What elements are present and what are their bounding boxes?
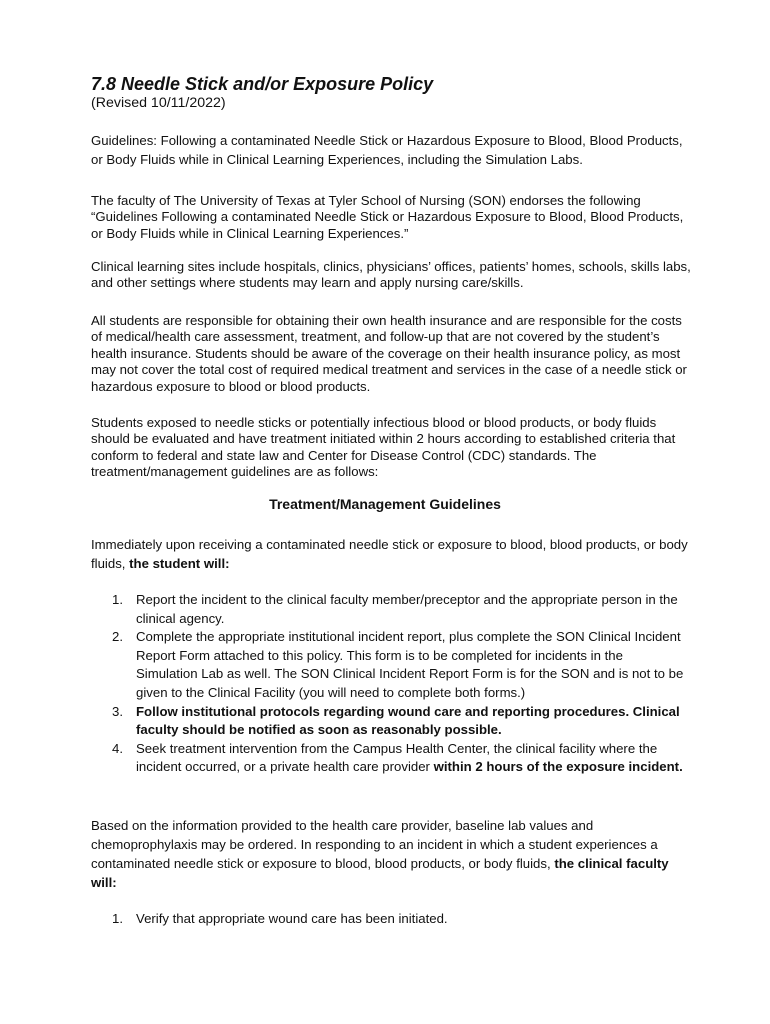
evaluation-paragraph: Students exposed to needle sticks or potentially infectious blood or blood products, or body fluids should be evaluated and have treatment initiated within 2 hours according to established criteria that conform to federal and state law and Center for Disease Control (CDC) standards. The treatment/management guidelines are as follows: — [91, 415, 676, 480]
list-item-text: Verify that appropriate wound care has been initiated. — [136, 911, 448, 926]
list-item — [91, 591, 685, 628]
list-item-text: Report the incident to the clinical faculty member/preceptor and the appropriate person in the clinical agency. — [136, 592, 678, 626]
list-item-number: 3. — [112, 703, 123, 719]
list-item — [91, 740, 685, 777]
student-intro-bold: the student will: — [129, 556, 230, 571]
endorsement-paragraph: The faculty of The University of Texas at Tyler School of Nursing (SON) endorses the following “Guidelines Following a contaminated Needle Stick or Hazardous Exposure to Blood, Blood Products, or Body Fluids while in Clinical Learning Experiences.” — [91, 193, 684, 241]
list-item — [91, 628, 685, 702]
faculty-intro-text: Based on the information provided to the health care provider, baseline lab values and chemoprophylaxis may be ordered. In responding to an incident in which a student experiences a contaminated needle stick or exposure to blood, blood products, or body fluids, — [91, 818, 658, 871]
faculty-steps-list — [91, 910, 685, 929]
list-item-number: 4. — [112, 740, 123, 756]
list-item-text: Seek treatment intervention from the Campus Health Center, the clinical facility where the incident occurred, or a private health care provider — [136, 740, 658, 775]
list-item-number: 1. — [112, 592, 123, 607]
faculty-intro-paragraph — [91, 816, 691, 892]
list-item-text: Complete the appropriate institutional incident report, plus complete the SON Clinical Incident Report Form attached to this policy. This form is to be completed for incidents in the Simulation Lab as well. The SON Clinical Incident Report Form is for the SON and is not to be given to the Clinical Facility (you will need to complete both forms.) — [136, 629, 684, 700]
list-item-bold-text: Follow institutional protocols regarding wound care and reporting procedures. Clinical faculty should be notified as soon as reasonably possible. — [136, 703, 680, 738]
list-item — [91, 910, 685, 929]
list-item-bold-text: within 2 hours of the exposure incident. — [433, 759, 683, 775]
guidelines-intro: Guidelines: Following a contaminated Needle Stick or Hazardous Exposure to Blood, Blood Products, or Body Fluids while in Clinical Learning Experiences, including the Simulation Labs. — [91, 133, 683, 167]
list-item — [91, 703, 685, 740]
student-intro-text: Immediately upon receiving a contaminated needle stick or exposure to blood, blood products, or body fluids, — [91, 537, 688, 571]
revision-date: (Revised 10/11/2022) — [91, 95, 226, 111]
student-intro-paragraph — [91, 535, 691, 573]
list-item-number: 2. — [112, 629, 123, 645]
faculty-intro-bold: the clinical faculty will: — [91, 856, 669, 890]
section-heading: Treatment/Management Guidelines — [269, 496, 501, 512]
student-steps-list — [91, 591, 685, 777]
policy-title: 7.8 Needle Stick and/or Exposure Policy — [91, 74, 434, 94]
list-item-number: 1. — [112, 911, 123, 926]
insurance-paragraph: All students are responsible for obtaining their own health insurance and are responsible for the costs of medical/health care assessment, treatment, and follow-up that are not covered by the student’s health insurance. Students should be aware of the coverage on their health insurance policy, as most may not cover the total cost of required medical treatment and services in the case of a needle stick or hazardous exposure to blood or blood products. — [91, 313, 687, 394]
clinical-sites-paragraph: Clinical learning sites include hospitals, clinics, physicians’ offices, patients’ homes, schools, skills labs, and other settings where students may learn and apply nursing care/skills. — [91, 259, 691, 291]
